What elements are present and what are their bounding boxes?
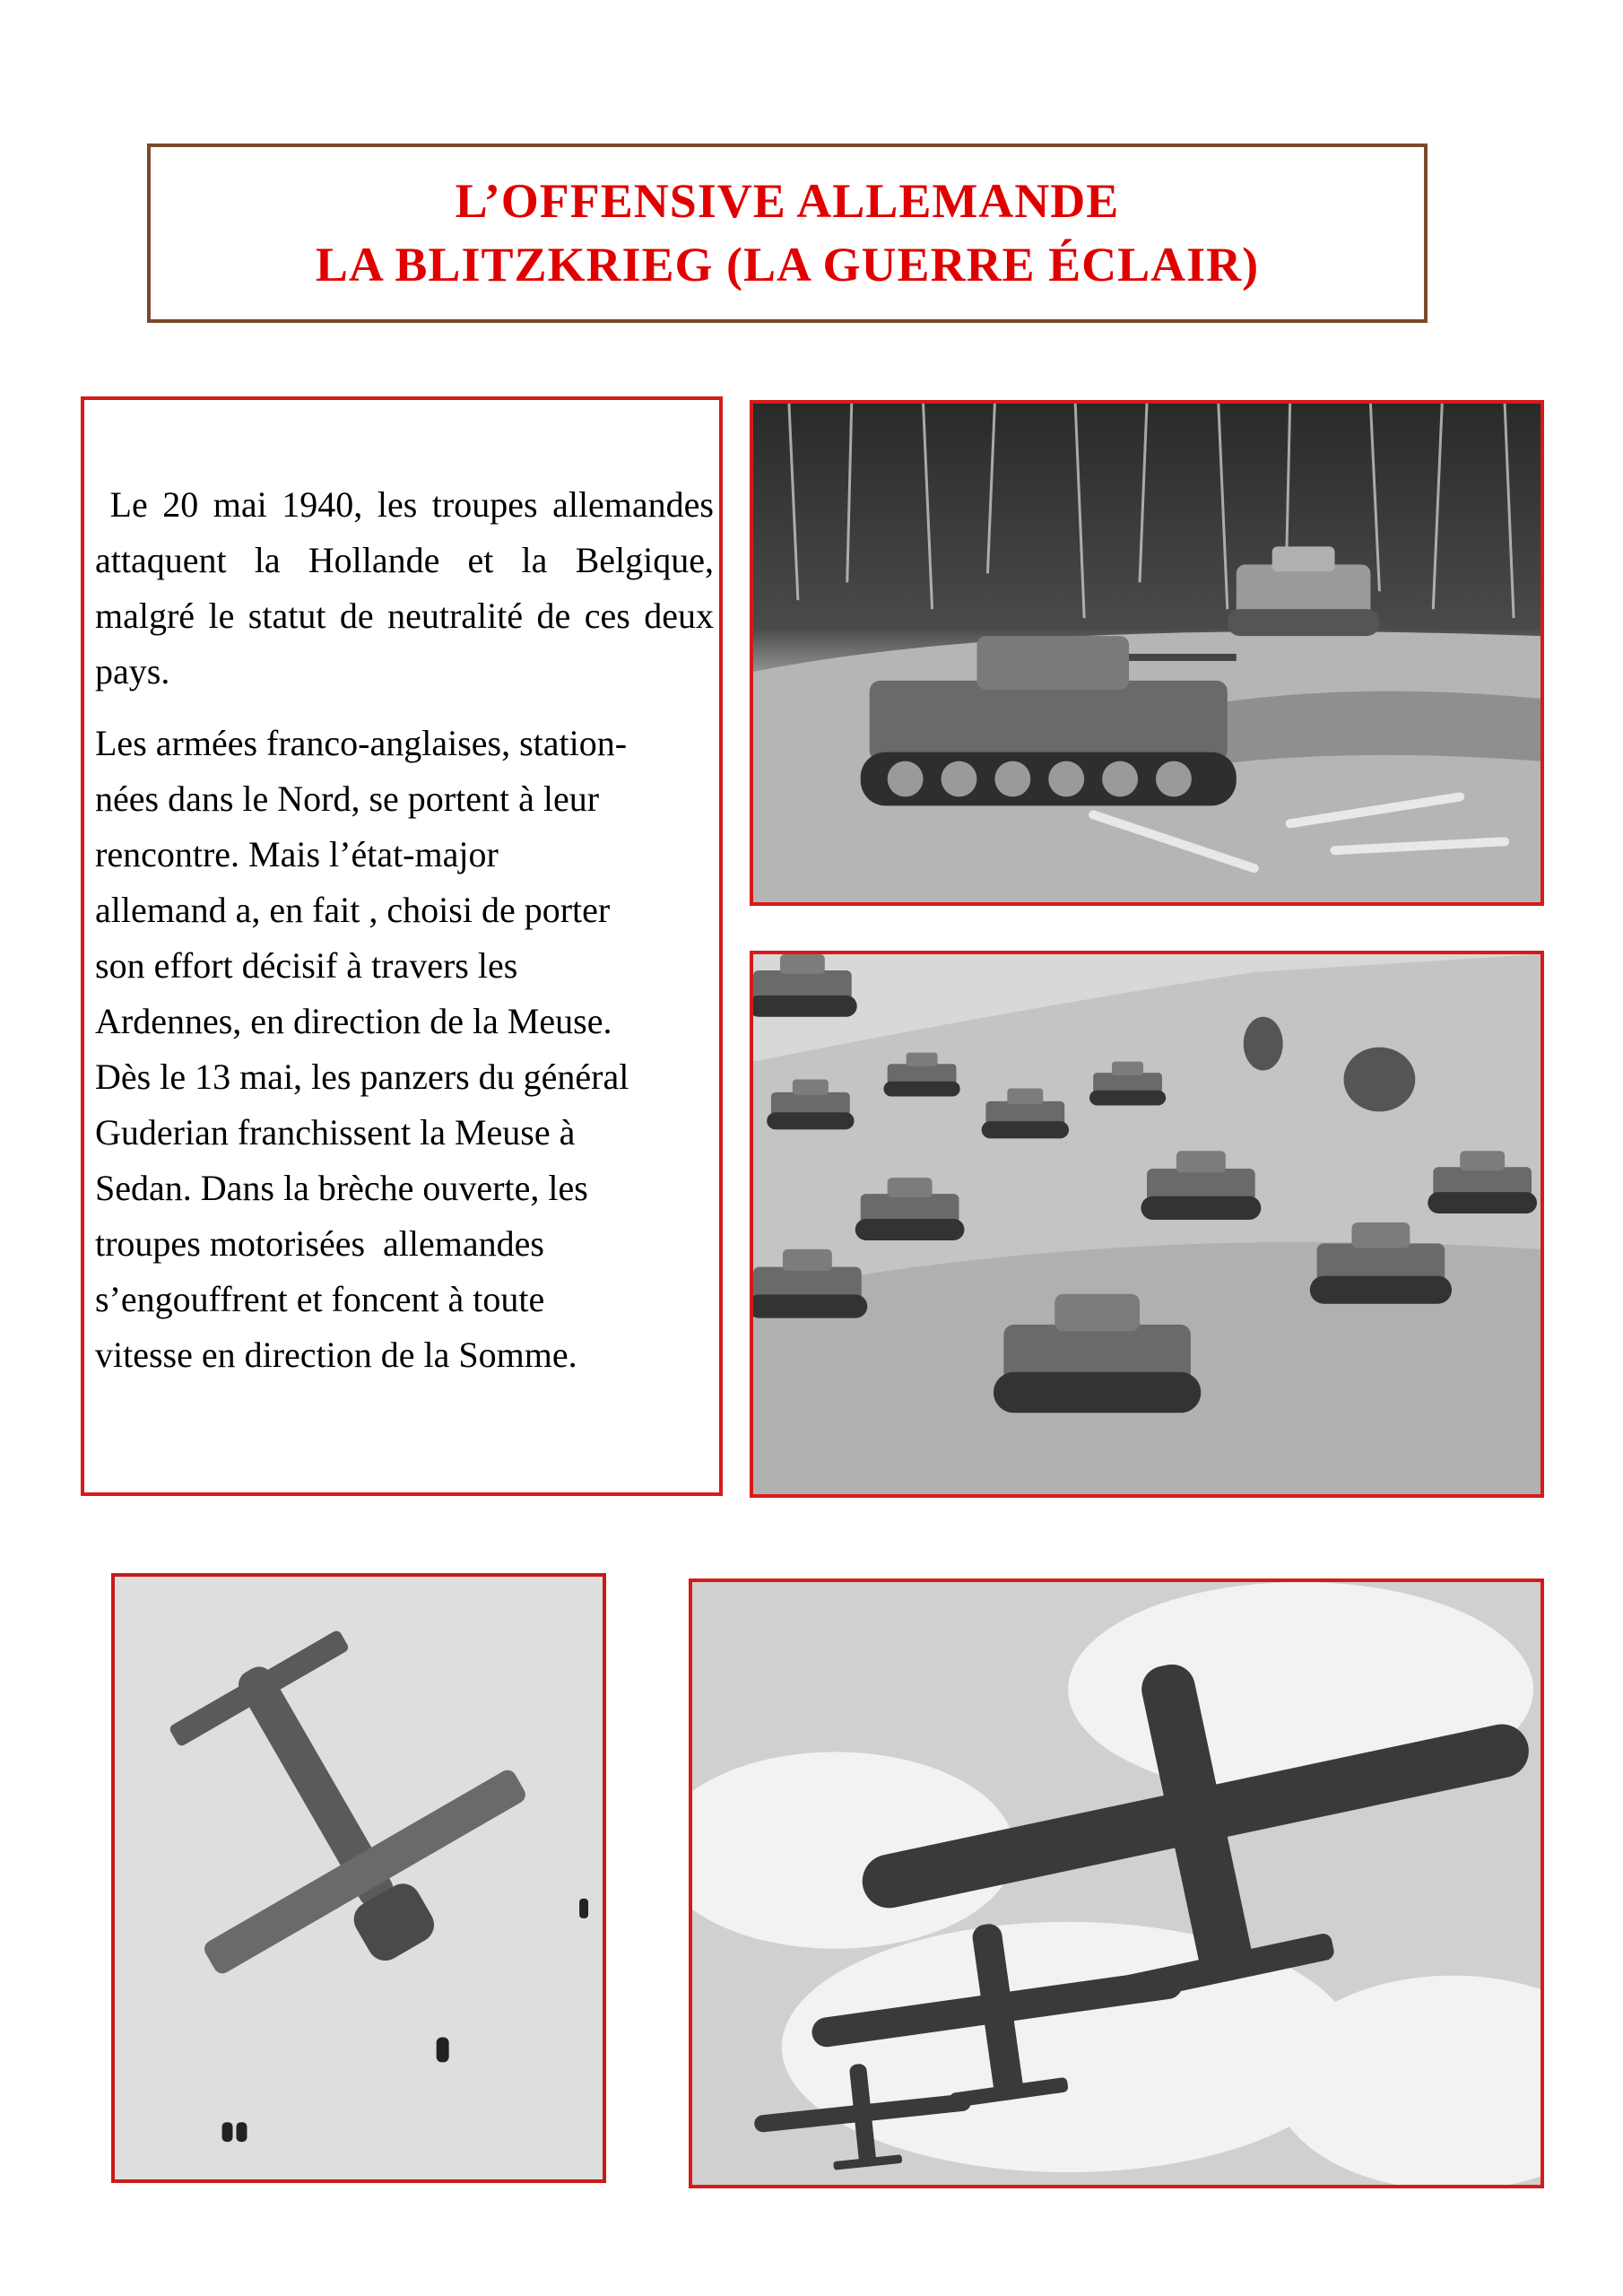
bomber-formation-photo bbox=[689, 1578, 1544, 2188]
paragraph-line: nées dans le Nord, se portent à leur bbox=[95, 778, 600, 819]
paragraph-line: vitesse en direction de la Somme. bbox=[95, 1335, 577, 1375]
paragraph-line: Ardennes, en direction de la Meuse. bbox=[95, 1001, 612, 1041]
tanks-forest-photo bbox=[750, 400, 1544, 906]
text-box bbox=[81, 396, 723, 1496]
paragraph-line: troupes motorisées allemandes bbox=[95, 1223, 544, 1264]
title-line-2: LA BLITZKRIEG (LA GUERRE ÉCLAIR) bbox=[315, 238, 1260, 291]
tank-column-hillside-photo bbox=[750, 951, 1544, 1498]
paragraph-line: Guderian franchissent la Meuse à bbox=[95, 1112, 576, 1152]
paragraph-line: allemand a, en fait , choisi de porter bbox=[95, 890, 611, 930]
paragraph-ardennes bbox=[95, 716, 714, 1383]
paragraph-line: Sedan. Dans la brèche ouverte, les bbox=[95, 1168, 588, 1208]
paragraph-line: rencontre. Mais l’état-major bbox=[95, 834, 499, 874]
paragraph-line: s’engouffrent et foncent à toute bbox=[95, 1279, 545, 1319]
paragraph-line: Dès le 13 mai, les panzers du général bbox=[95, 1057, 629, 1097]
paragraph-line: Les armées franco-anglaises, station- bbox=[95, 723, 628, 763]
title-line-1: L’OFFENSIVE ALLEMANDE bbox=[455, 173, 1120, 228]
paragraph-invasion: Le 20 mai 1940, les troupes allemandes attaquent la Hollande et la Belgique, malgré le statut de neutralité de ces deux pays. bbox=[95, 484, 723, 691]
title-box bbox=[147, 144, 1428, 323]
dive-bomber-photo bbox=[111, 1573, 606, 2183]
paragraph-line: son effort décisif à travers les bbox=[95, 945, 518, 986]
